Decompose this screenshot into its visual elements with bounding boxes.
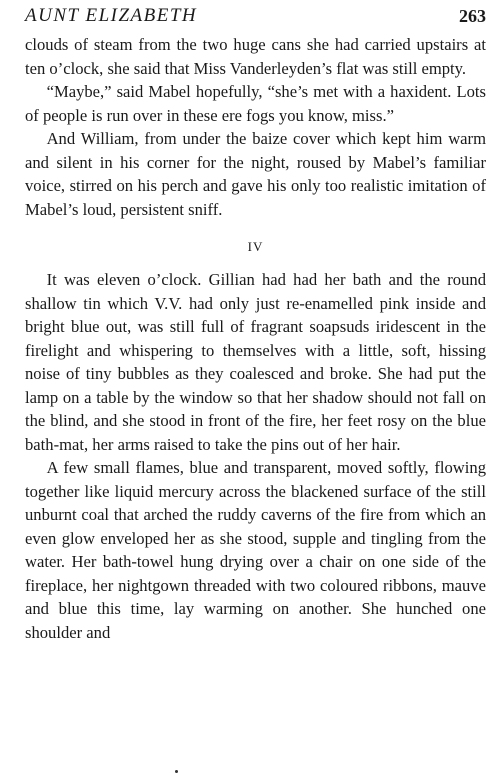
body-text — [25, 33, 486, 644]
paragraph-flames: A few small flames, blue and transparent, moved softly, flowing together like liquid mercury across the blackened surface of the still unburnt coal that arched the ruddy caverns of the fire from which an even glow enveloped her as she stood, supple and tingling from the water. Her bath-towel hung drying over a chair on one side of the fireplace, her nightgown threaded with two coloured ribbons, mauve and blue this time, lay warming on another. She hunched one shoulder and — [25, 458, 486, 642]
paragraph-section-opening: It was eleven o’clock. Gillian had had her bath and the round shallow tin which V.V. had only just re-enamelled pink inside and bright blue out, was still full of fragrant soapsuds iridescent in the firelight and whispering to themselves with a little, soft, hissing noise of tiny bubbles as they coalesced and broke. She had put the lamp on a table by the window so that her shadow should not fall on the blind, and she stood in front of the fire, her feet rosy on the blue bath-mat, her arms raised to take the pins out of her hair. — [25, 270, 486, 454]
ink-speck — [175, 770, 178, 773]
paragraph-william: And William, from under the baize cover which kept him warm and silent in his corner for the night, roused by Mabel’s familiar voice, stirred on his perch and gave his only too realistic imitation of Mabel’s loud, persistent sniff. — [25, 129, 486, 219]
running-title: AUNT ELIZABETH — [25, 5, 198, 26]
section-heading: IV — [247, 239, 264, 254]
page-number: 263 — [459, 6, 486, 26]
paragraph-continued: clouds of steam from the two huge cans she had carried upstairs at ten o’clock, she said that Miss Vanderleyden’s flat was still empty. — [25, 35, 486, 78]
running-head — [25, 4, 486, 28]
paragraph-mabel-dialogue: “Maybe,” said Mabel hopefully, “she’s met with a haxident. Lots of people is run over in these ere fogs you know, miss.” — [25, 82, 486, 125]
